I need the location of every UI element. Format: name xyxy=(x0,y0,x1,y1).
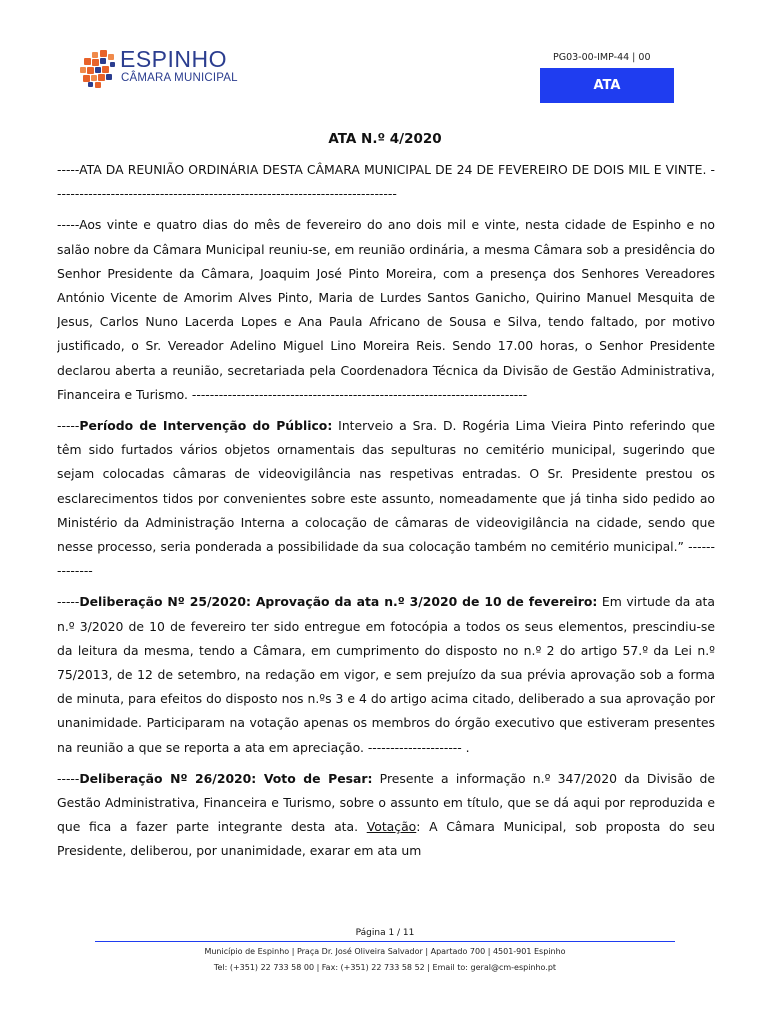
paragraph-deliberation-25 xyxy=(57,590,715,759)
section-heading-public-intervention: Período de Intervenção do Público: xyxy=(79,418,333,434)
espinho-logo xyxy=(78,44,248,90)
logo-subtitle: CÂMARA MUNICIPAL xyxy=(121,72,238,84)
document-type-badge xyxy=(540,68,674,103)
section-heading-deliberation-25: Deliberação Nº 25/2020: Aprovação da ata n.º 3/2020 de 10 de fevereiro: xyxy=(79,594,598,610)
paragraph-opening xyxy=(57,158,715,206)
page-number: Página 1 / 11 xyxy=(355,928,415,938)
minutes-title: ATA N.º 4/2020 xyxy=(328,131,442,147)
logo-mosaic-icon xyxy=(78,48,118,88)
footer-address: Município de Espinho | Praça Dr. José Oliveira Salvador | Apartado 700 | 4501-901 Espinho xyxy=(204,947,566,956)
paragraph-attendance xyxy=(57,213,715,407)
paragraph-opening-text: -----ATA DA REUNIÃO ORDINÁRIA DESTA CÂMARA MUNICIPAL DE 24 DE FEVEREIRO DE DOIS MIL E VINTE. ----------------------------------------------------------------------------- xyxy=(57,162,715,202)
document-code: PG03-00-IMP-44 | 00 xyxy=(553,52,651,63)
paragraph-public-intervention-text: Interveio a Sra. D. Rogéria Lima Vieira Pinto referindo que têm sido furtados vários objetos ornamentais das sepulturas no cemitério municipal, sugerindo que sejam colocadas câmaras de videovigilância nas respetivas entradas. O Sr. Presidente prestou os esclarecimentos tidos por convenientes sobre este assunto, nomeadamente que já tinha sido pedido ao Ministério da Administração Interna a colocação de câmaras de videovigilância na cidade, sendo que nesse processo, seria ponderada a possibilidade da sua colocação também no cemitério municipal.” -------------- xyxy=(57,418,715,579)
logo-name: ESPINHO xyxy=(120,46,228,72)
section-heading-deliberation-26: Deliberação Nº 26/2020: Voto de Pesar: xyxy=(79,770,373,786)
footer-divider xyxy=(95,941,675,942)
paragraph-deliberation-25-text: Em virtude da ata n.º 3/2020 de 10 de fevereiro ter sido entregue em fotocópia a todos os seus elementos, prescindiu-se da leitura da mesma, tendo a Câmara, em cumprimento do disposto no n.º 2 do artigo 57.º da Lei n.º 75/2013, de 12 de setembro, na redação em vigor, e sem prejuízo da sua prévia aprovação sob a forma de minuta, para efeitos do disposto nos n.ºs 3 e 4 do artigo acima citado, deliberado a sua aprovação por unanimidade. Participaram na votação apenas os membros do órgão executivo que estiveram presentes na reunião a que se reporta a ata em apreciação. --------------------- . xyxy=(57,594,715,755)
paragraph-deliberation-26 xyxy=(57,767,715,864)
minutes-body xyxy=(57,158,715,871)
votacao-label: Votação xyxy=(366,819,417,835)
paragraph-prefix: ----- xyxy=(57,594,80,610)
paragraph-prefix: ----- xyxy=(57,770,80,786)
document-type-label: ATA xyxy=(593,78,621,93)
paragraph-deliberation-26-text-b: : A Câmara Municipal, sob proposta do seu Presidente, deliberou, por unanimidade, exarar em ata um xyxy=(57,819,715,859)
paragraph-deliberation-26-text-a: Presente a informação n.º 347/2020 da Divisão de Gestão Administrativa, Financeira e Turismo, sobre o assunto em título, que se dá aqui por reproduzida e que fica a fazer parte integrante desta ata. xyxy=(57,770,715,835)
paragraph-attendance-text: -----Aos vinte e quatro dias do mês de fevereiro do ano dois mil e vinte, nesta cidade de Espinho e no salão nobre da Câmara Municipal reuniu-se, em reunião ordinária, a mesma Câmara sob a presidência do Senhor Presidente da Câmara, Joaquim José Pinto Moreira, com a presença dos Senhores Vereadores António Vicente de Amorim Alves Pinto, Maria de Lurdes Santos Ganicho, Quirino Manuel Mesquita de Jesus, Carlos Nuno Lacerda Lopes e Ana Paula Africano de Sousa e Silva, tendo faltado, por motivo justificado, o Sr. Vereador Adelino Miguel Lino Moreira Reis. Sendo 17.00 horas, o Senhor Presidente declarou aberta a reunião, secretariada pela Coordenadora Técnica da Divisão de Gestão Administrativa, Financeira e Turismo. --------------------------------------------------------------------------- xyxy=(57,217,715,402)
paragraph-prefix: ----- xyxy=(57,418,80,434)
footer-contacts: Tel: (+351) 22 733 58 00 | Fax: (+351) 22 733 58 52 | Email to: geral@cm-espinho.pt xyxy=(213,963,557,972)
paragraph-public-intervention xyxy=(57,414,715,583)
